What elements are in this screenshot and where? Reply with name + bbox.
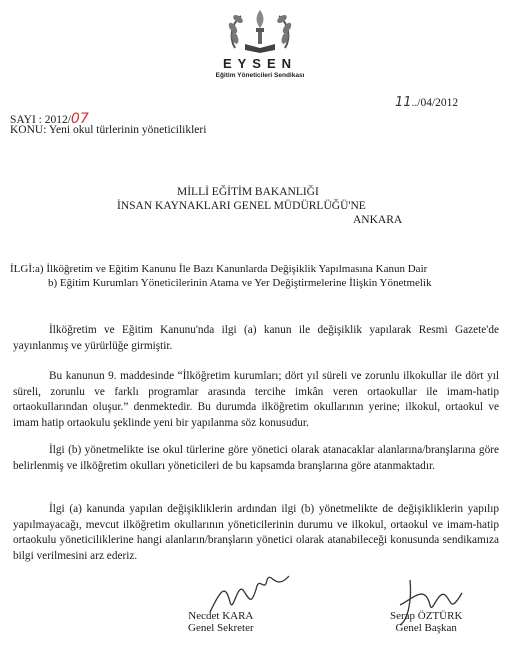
body-paragraph: İlgi (a) kanunda yapılan değişikliklerin ardından ilgi (b) yönetmelikte de değişikliklerin yapılıp yapılmayacağı, mevcut ilköğretim okullarının yöneticilerinin durumu ve ilkokul, ortaokul ve imam-hatip ortaokulu yöneticiliklerine hangi alanların/branşların yönetici olarak atanabileceği konusunda sendikamıza bilgi verilmesini arz ederiz. [13,503,499,562]
body-paragraph: Bu kanunun 9. maddesinde “İlköğretim kurumları; dört yıl süreli ve zorunlu ilkokullar ile dört yıl süreli, zorunlu ve farklı programlar arasında tercihe imkân veren ortaokullar ile imam-hatip ortaokullarından oluşur.” denmektedir. Bu durumda ilköğretim okullarının yerine; ilkokul, ortaokul ve imam hatip ortaokulu şeklinde yeni bir yapılanma söz konusudur. [13,370,499,429]
reference-b: b) Eğitim Kurumları Yöneticilerinin Atama ve Yer Değiştirmelerine İlişkin Yönetmelik [48,277,432,289]
addressee-department: İNSAN KAYNAKLARI GENEL MÜDÜRLÜĞÜ'NE [117,200,366,212]
signatory-left [188,610,254,634]
document-date [395,95,458,110]
date-day-handwritten: 11 [395,95,412,110]
date-rest: ../04/2012 [411,97,459,109]
reference-a: İLGİ:a) İlköğretim ve Eğitim Kanunu İle Bazı Kanunlarda Değişiklik Yapılmasına Kanun Dair [10,263,428,275]
body-paragraph: İlgi (b) yönetmelikte ise okul türlerine göre yönetici olarak atanacaklar alanlarına/branşlarına göre belirlenmiş ve ilköğretim okulları yöneticileri de bu kapsamda branşlarına göre atanmaktadır. [13,444,499,472]
addressee-city: ANKARA [353,214,403,226]
sayi-label: SAYI : 2012/ [10,114,71,126]
signatory-left-name: Necdet KARA [188,610,254,622]
eysen-logo [205,4,315,84]
signatory-right-title: Genel Başkan [395,622,457,634]
signatory-left-title: Genel Sekreter [188,622,254,634]
sayi-number-handwritten: 07 [70,111,89,127]
subject-line: KONU: Yeni okul türlerinin yöneticilikleri [10,124,207,136]
signatory-right-name: Serap ÖZTÜRK [390,610,463,622]
body-paragraph: İlköğretim ve Eğitim Kanunu'nda ilgi (a) kanun ile değişiklik yapılarak Resmi Gazete'de yayınlanmış ve yürürlüğe girmiştir. [13,324,499,352]
addressee-ministry: MİLLİ EĞİTİM BAKANLIĞI [177,186,319,198]
logo-year: 2010 [254,48,266,54]
logo-subtitle: Eğitim Yöneticileri Sendikası [215,72,305,79]
logo-brand-text: EYSEN [222,56,298,71]
signatory-right [390,610,462,634]
